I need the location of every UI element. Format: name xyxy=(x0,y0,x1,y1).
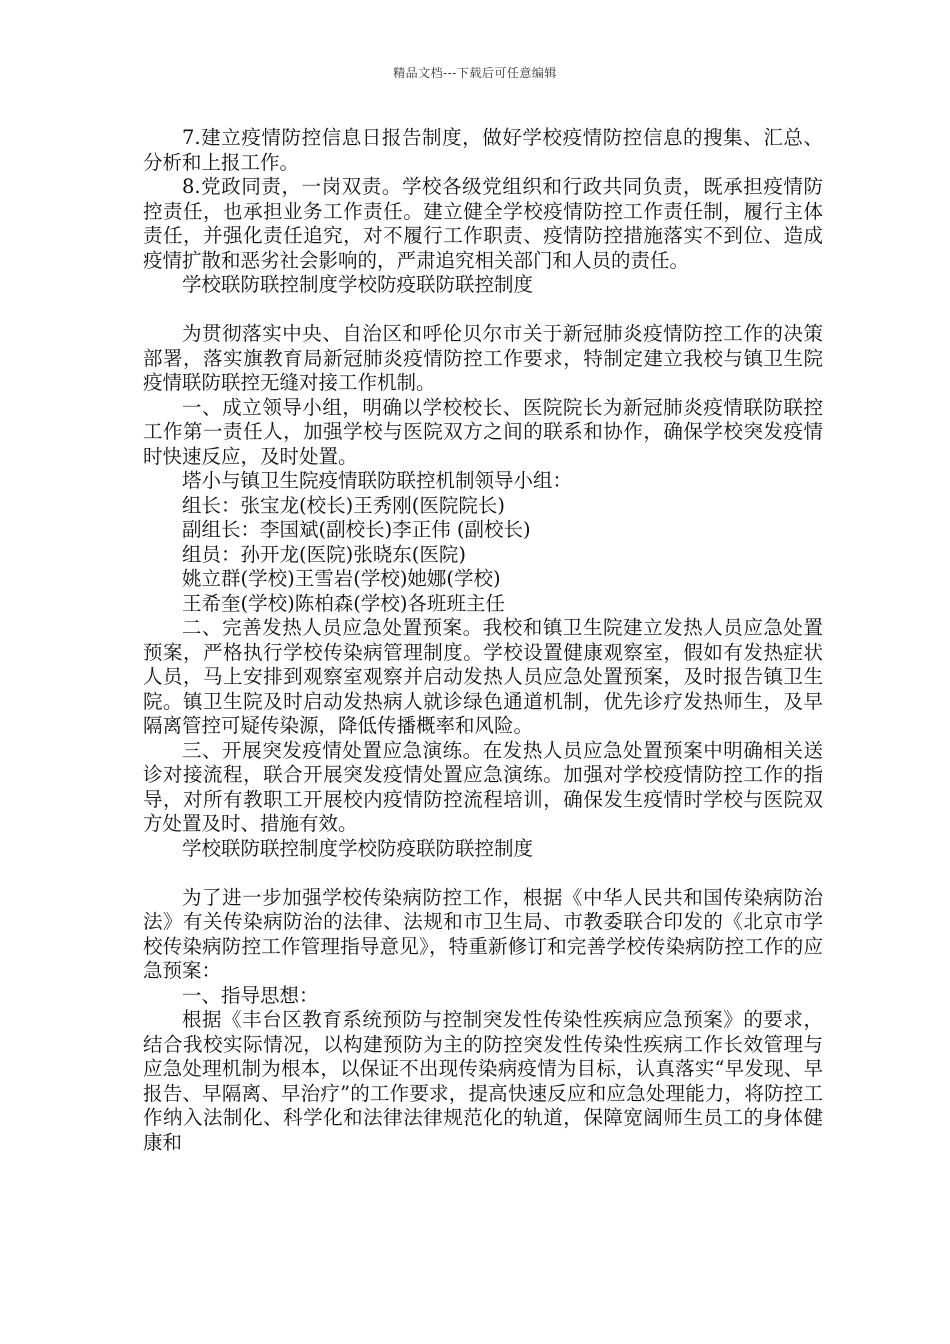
paragraph-item-1: 一、成立领导小组，明确以学校校长、医院院长为新冠肺炎疫情联防联控工作第一责任人，加强学校与医院双方之间的联系和协作，确保学校突发疫情时快速反应，及时处置。 xyxy=(143,395,823,468)
paragraph-7: 7.建立疫情防控信息日报告制度，做好学校疫情防控信息的搜集、汇总、分析和上报工作。 xyxy=(143,126,823,174)
paragraph-intro: 为了进一步加强学校传染病防控工作，根据《中华人民共和国传染病防治法》有关传染病防治的法律、法规和市卫生局、市教委联合印发的《北京市学校传染病防控工作管理指导意见》，特重新修订和完善学校传染病防控工作的应急预案： xyxy=(143,885,823,982)
paragraph-group-deputy: 副组长：李国斌(副校长)李正伟 (副校长) xyxy=(182,518,531,541)
blank-line xyxy=(143,298,823,323)
paragraph-8: 8.党政同责，一岗双责。学校各级党组织和行政共同负责，既承担疫情防控责任，也承担业务工作责任。建立健全学校疫情防控工作责任制，履行主体责任，并强化责任追究，对不履行工作职责、疫情防控措施落实不到位、造成疫情扩散和恶劣社会影响的，严肃追究相关部门和人员的责任。 xyxy=(143,175,823,272)
paragraph-item-2: 二、完善发热人员应急处置预案。我校和镇卫生院建立发热人员应急处置预案，严格执行学校传染病管理制度。学校设置健康观察室，假如有发热症状人员，马上安排到观察室观察并启动发热人员应急处置预案，及时报告镇卫生院。镇卫生院及时启动发热病人就诊绿色通道机制，优先诊疗发热师生，及早隔离管控可疑传染源，降低传播概率和风险。 xyxy=(143,616,823,737)
paragraph-group-title: 塔小与镇卫生院疫情联防联控机制领导小组： xyxy=(182,469,573,492)
paragraph-body: 根据《丰台区教育系统预防与控制突发性传染性疾病应急预案》的要求，结合我校实际情况，以构建预防为主的防控突发性传染性疾病工作长效管理与应急处理机制为根本，以保证不出现传染病疫情为目标，认真落实“早发现、早报告、早隔离、早治疗”的工作要求，提高快速反应和应急处理能力，将防控工作纳入法制化、科学化和法律法律规范化的轨道，保障宽阔师生员工的身体健康和 xyxy=(143,1008,823,1154)
section-title: 学校联防联控制度学校防疫联防联控制度 xyxy=(182,836,534,860)
paragraph-group-members-2: 姚立群(学校)王雪岩(学校)她娜(学校) xyxy=(182,567,501,590)
paragraph-group-leader: 组长：张宝龙(校长)王秀刚(医院院长) xyxy=(182,493,505,517)
paragraph-group-members: 组员：孙开龙(医院)张晓东(医院) xyxy=(182,542,466,566)
section-title: 学校联防联控制度学校防疫联防联控制度 xyxy=(182,273,534,296)
paragraph-group-members-3: 王希奎(学校)陈柏森(学校)各班班主任 xyxy=(182,591,505,615)
page-header: 精品文档---下载后可任意编辑 xyxy=(393,66,557,80)
paragraph-intro: 为贯彻落实中央、自治区和呼伦贝尔市关于新冠肺炎疫情防控工作的决策部署，落实旗教育局新冠肺炎疫情防控工作要求，特制定建立我校与镇卫生院疫情联防联控无缝对接工作机制。 xyxy=(143,322,823,394)
paragraph-heading: 一、指导思想： xyxy=(182,983,319,1007)
paragraph-item-3: 三、开展突发疫情处置应急演练。在发热人员应急处置预案中明确相关送诊对接流程，联合开展突发疫情处置应急演练。加强对学校疫情防控工作的指导，对所有教职工开展校内疫情防控流程培训，确保发生疫情时学校与医院双方处置及时、措施有效。 xyxy=(143,738,823,835)
document-body xyxy=(143,126,823,1155)
blank-line xyxy=(143,861,823,886)
